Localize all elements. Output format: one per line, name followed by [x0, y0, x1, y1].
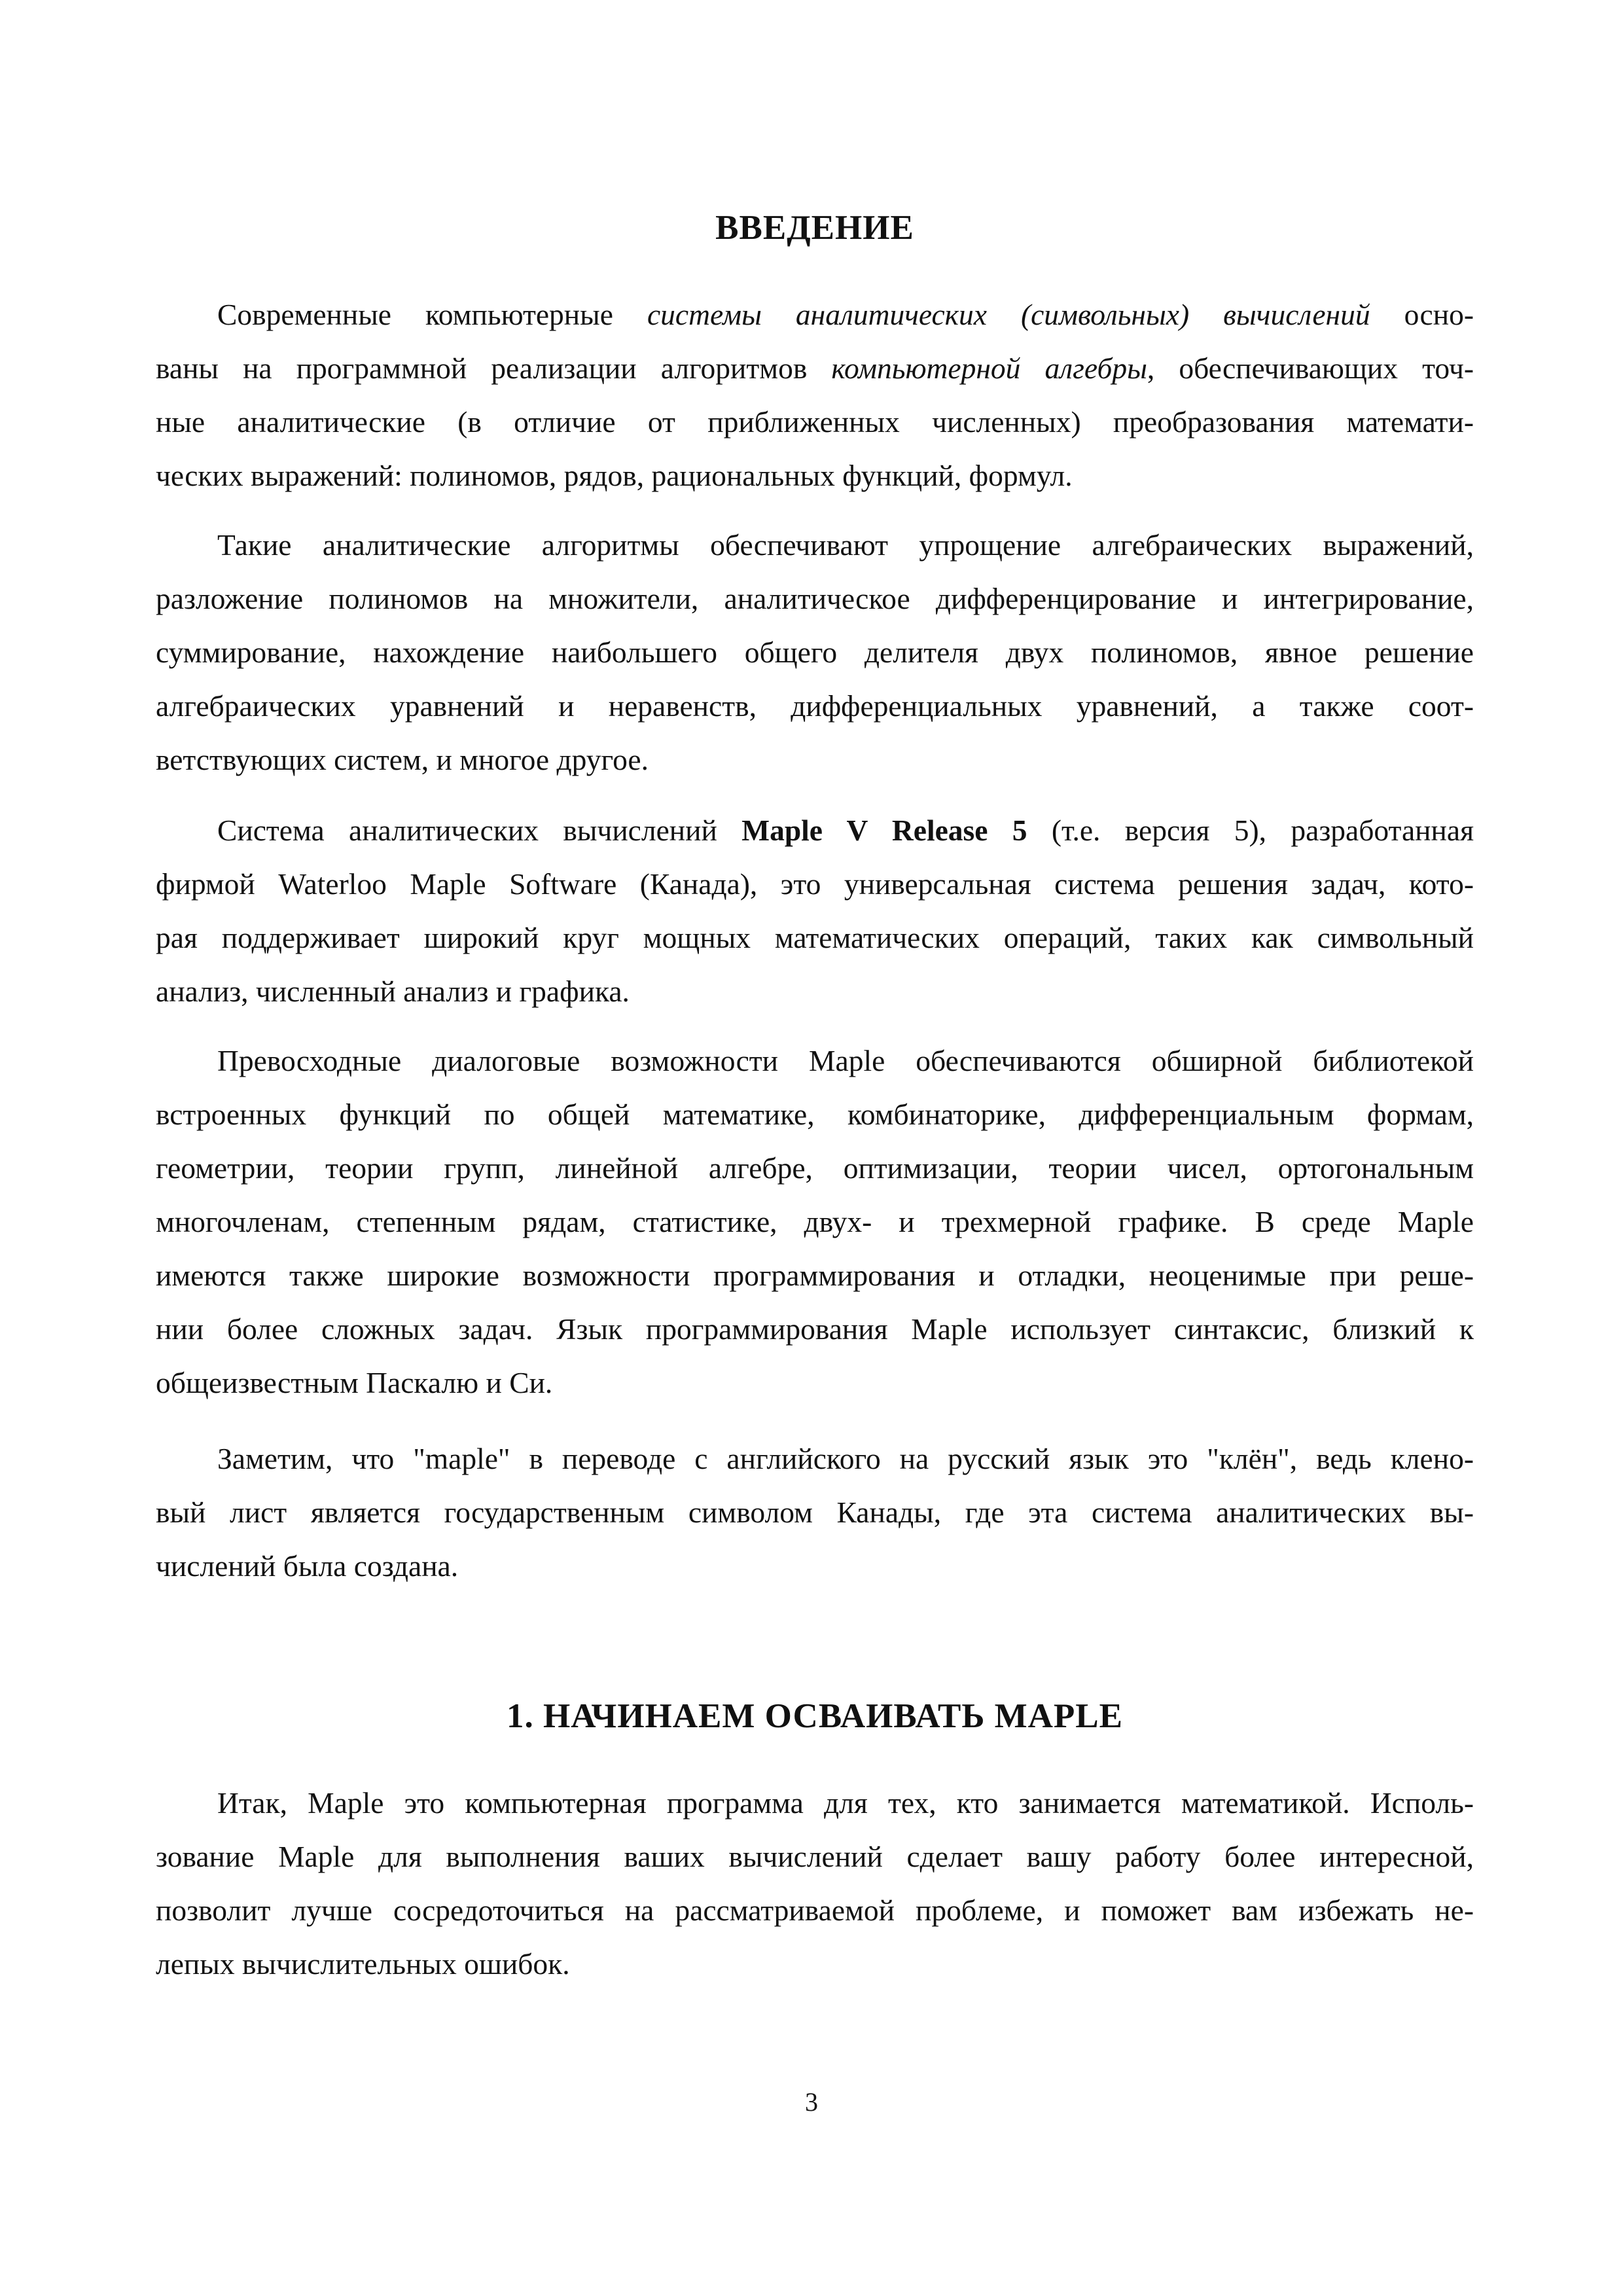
text-line: рая поддерживает широкий круг мощных математических операций, таких как символьный [156, 921, 1474, 954]
italic-term: компьютерной алгебры [831, 351, 1147, 385]
text-line: ветствующих систем, и многое другое. [156, 743, 649, 776]
section-heading-chapter-1: 1. НАЧИНАЕМ ОСВАИВАТЬ MAPLE [506, 1697, 1123, 1735]
paragraph-intro-2 [156, 518, 1474, 787]
text-line: многочленам, степенным рядам, статистике, двух- и трехмерной графике. В среде Maple [156, 1205, 1474, 1238]
italic-term: системы аналитических (символьных) вычислений [647, 298, 1370, 331]
section-heading-introduction: ВВЕДЕНИЕ [715, 209, 914, 247]
text-line: Заметим, что "maple" в переводе с английского на русский язык это "клён", ведь клено- [217, 1442, 1474, 1475]
text-line: нии более сложных задач. Язык программирования Maple использует синтаксис, близкий к [156, 1312, 1474, 1346]
text-line: вый лист является государственным символом Канады, где эта система аналитических вы- [156, 1496, 1474, 1529]
text-run: осно- [1370, 298, 1474, 331]
text-run: Современные компьютерные [217, 298, 647, 331]
text-line [156, 288, 1474, 342]
text-line: Итак, Maple это компьютерная программа для тех, кто занимается математикой. Исполь- [217, 1786, 1474, 1820]
text-run: , обеспечивающих точ- [1147, 351, 1474, 385]
page-number: 3 [805, 2087, 818, 2117]
paragraph-intro-5 [156, 1432, 1474, 1593]
text-line: фирмой Waterloo Maple Software (Канада), это универсальная система решения задач, кото- [156, 867, 1474, 901]
text-line: числений была создана. [156, 1549, 459, 1583]
text-line: Такие аналитические алгоритмы обеспечивают упрощение алгебраических выражений, [217, 528, 1474, 562]
text-line: алгебраических уравнений и неравенств, дифференциальных уравнений, а также соот- [156, 689, 1474, 723]
text-run: Система аналитических вычислений [217, 814, 742, 847]
text-line: встроенных функций по общей математике, комбинаторике, дифференциальным формам, [156, 1098, 1474, 1131]
text-line: суммирование, нахождение наибольшего общего делителя двух полиномов, явное решение [156, 636, 1474, 669]
text-line: разложение полиномов на множители, аналитическое дифференцирование и интегрирование, [156, 582, 1474, 615]
text-line: имеются также широкие возможности программирования и отладки, неоценимые при реше- [156, 1259, 1474, 1292]
text-line: позволит лучше сосредоточиться на рассматриваемой проблеме, и поможет вам избежать не- [156, 1893, 1474, 1927]
text-line: анализ, численный анализ и графика. [156, 975, 630, 1008]
paragraph-intro-3 [156, 804, 1474, 1018]
text-line: общеизвестным Паскалю и Си. [156, 1366, 553, 1399]
text-line [156, 342, 1474, 395]
text-line: геометрии, теории групп, линейной алгебре, оптимизации, теории чисел, ортогональным [156, 1151, 1474, 1185]
text-line: ческих выражений: полиномов, рядов, рациональных функций, формул. [156, 459, 1073, 492]
text-run: ваны на программной реализации алгоритмов [156, 351, 832, 385]
text-line: зование Maple для выполнения ваших вычислений сделает вашу работу более интересной, [156, 1840, 1474, 1873]
paragraph-intro-4 [156, 1034, 1474, 1410]
bold-product-name: Maple V Release 5 [741, 814, 1027, 847]
text-line [156, 804, 1474, 857]
paragraph-intro-1 [156, 288, 1474, 503]
text-line: лепых вычислительных ошибок. [156, 1947, 570, 1981]
text-line: Превосходные диалоговые возможности Maple обеспечиваются обширной библиотекой [217, 1044, 1474, 1077]
paragraph-chapter1-1 [156, 1776, 1474, 1991]
text-line: ные аналитические (в отличие от приближенных численных) преобразования математи- [156, 405, 1474, 439]
text-run: (т.е. версия 5), разработанная [1027, 814, 1474, 847]
